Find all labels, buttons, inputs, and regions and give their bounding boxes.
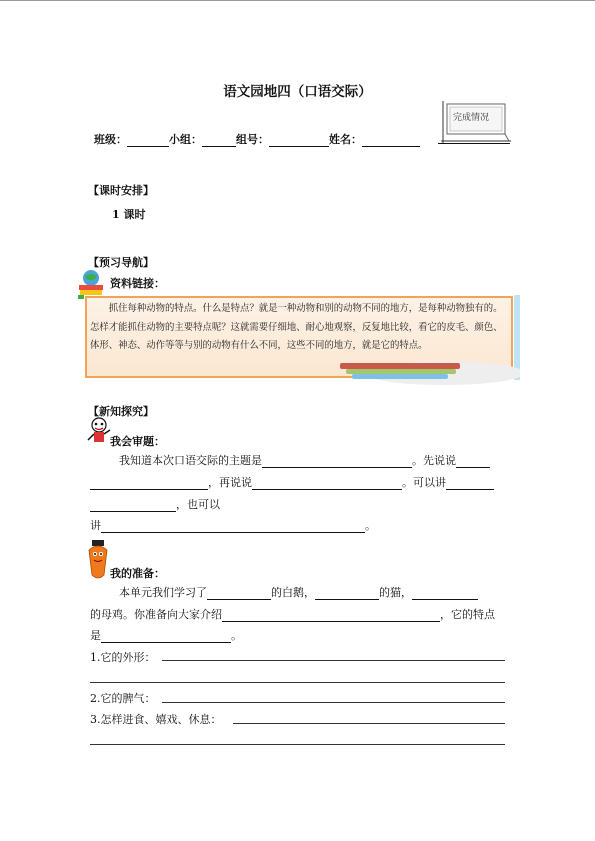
goose-adj-blank[interactable] [207, 587, 271, 600]
cat-adj-blank[interactable] [315, 587, 379, 600]
prep-line-3: 是 。 [90, 629, 242, 642]
theme-blank[interactable] [262, 455, 412, 468]
class-label: 班级： [94, 133, 127, 146]
carrot-character-icon [86, 540, 110, 580]
completion-status-box [441, 101, 511, 143]
habits-answer-line-2[interactable] [90, 744, 505, 745]
second-topic-blank[interactable] [252, 477, 402, 490]
preview-heading: 【预习导航】 [88, 256, 154, 269]
tell-blank-cont[interactable] [90, 499, 176, 512]
cartoon-character-icon [86, 416, 112, 446]
name-field[interactable] [362, 134, 420, 147]
temper-label: 2.它的脾气： [90, 692, 156, 705]
habits-answer-line[interactable] [233, 723, 505, 724]
material-text: 抓住每种动物的特点。什么是特点？就是一种动物和别的动物不同的地方，是每种动物独有的。怎样才能抓住动物的主要特点呢？这就需要仔细地、耐心地观察，反复地比较，看它的皮毛、颜色、体形、神态、动作等等与别的动物有什么不同，这些不同的地方，就是它的特点。 [90, 303, 503, 351]
prep-label: 我的准备： [110, 567, 165, 580]
page-title: 语文园地四（口语交际） [223, 84, 372, 100]
group-field[interactable] [202, 134, 236, 147]
appearance-answer-line[interactable] [162, 660, 505, 661]
review-line-4: 讲 。 [90, 519, 376, 532]
class-field[interactable] [127, 134, 169, 147]
name-label: 姓名： [329, 133, 362, 146]
review-line-2: ，再说说 。可以讲 [90, 474, 494, 490]
group-no-label: 组号： [236, 133, 269, 146]
schedule-heading: 【课时安排】 [88, 184, 154, 197]
status-label: 完成情况 [453, 113, 490, 123]
first-topic-blank-cont[interactable] [90, 477, 208, 490]
form-underline-tail [438, 143, 510, 144]
feature-blank[interactable] [101, 630, 231, 643]
review-label: 我会审题： [110, 435, 165, 448]
material-link-label: 资料链接： [110, 277, 165, 290]
student-info-row [94, 131, 420, 147]
first-topic-blank[interactable] [456, 455, 490, 468]
top-rule [0, 0, 595, 1]
tell-blank[interactable] [446, 477, 494, 490]
prep-line-2: 的母鸡。你准备向大家介绍 ，它的特点 [90, 608, 495, 621]
review-line-1: 我知道本次口语交际的主题是 。先说说 [119, 452, 490, 468]
prep-line-1: 本单元我们学习了 的白鹅， 的猫， [119, 584, 478, 600]
animal-blank[interactable] [222, 609, 440, 622]
appearance-answer-line-2[interactable] [90, 682, 505, 683]
group-label: 小组： [169, 133, 202, 146]
hen-adj-blank[interactable] [412, 587, 478, 600]
appearance-label: 1.它的外形： [90, 651, 156, 664]
schedule-value: 1 课时 [112, 208, 146, 221]
habits-label: 3.怎样进食、嬉戏、休息： [90, 713, 222, 726]
explore-heading: 【新知探究】 [88, 405, 154, 418]
also-tell-blank[interactable] [101, 520, 365, 533]
review-line-3: ，也可以 [90, 496, 220, 512]
temper-answer-line[interactable] [162, 702, 505, 703]
group-no-field[interactable] [269, 134, 329, 147]
